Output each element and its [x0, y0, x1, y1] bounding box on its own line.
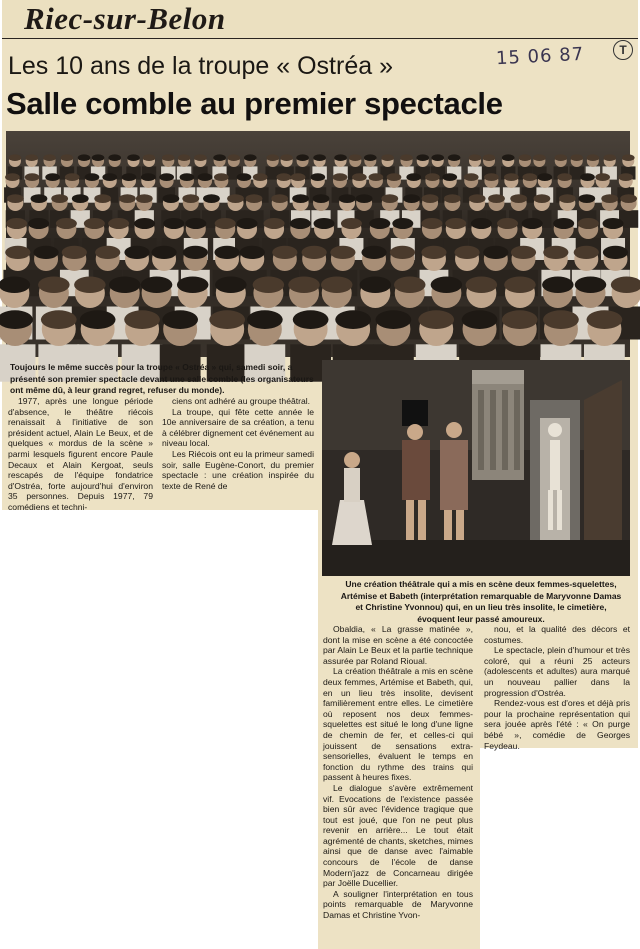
crowd-hair: [266, 154, 279, 161]
crowd-hair: [578, 218, 599, 229]
crowd-hair: [94, 194, 111, 203]
crowd-hair: [422, 194, 439, 203]
paragraph: Le spectacle, plein d'humour et très coloré, qui a réuni 25 acteurs (adolescents et adultes) aura marqué un nouveau pallier dans la progression d'Ostréa.: [484, 645, 630, 698]
crowd-hair: [85, 173, 100, 181]
crowd-hair: [313, 194, 330, 203]
crowd-hair: [293, 310, 329, 329]
crowd-hair: [31, 194, 48, 203]
crowd-hair: [400, 154, 413, 161]
crowd-hair: [163, 218, 184, 229]
crowd-hair: [339, 194, 356, 203]
crowd-hair: [394, 277, 426, 294]
crowd-hair: [108, 154, 121, 161]
crowd-hair: [519, 154, 532, 161]
crowd-hair: [109, 277, 141, 294]
crowd-hair: [162, 194, 179, 203]
crowd-hair: [314, 218, 335, 229]
crowd-hair: [356, 194, 373, 203]
crowd-hair: [25, 154, 38, 161]
crowd-hair: [183, 246, 208, 259]
crowd-hair: [209, 310, 245, 329]
stage-photo-image: [322, 360, 630, 576]
crowd-hair: [580, 173, 595, 181]
crowd-hair: [601, 194, 618, 203]
town-name: Riec-sur-Belon: [24, 1, 226, 36]
crowd-hair: [484, 173, 499, 181]
crowd-hair: [603, 246, 628, 259]
crowd-hair: [214, 246, 239, 259]
crowd-hair: [143, 154, 156, 161]
paragraph: Le dialogue s'avère extrêmement vif. Evocations de l'existence passée bien sûr avec l'évidence tragique que tout est joué, que l'on ne peut plus revenir en arrière... Le tout était agrémenté de chants, sketches, mimes ainsi que de danse avec l'aimable concours de l'école de danse Modern'jazz de Concarneau dirigée par Joëlle Ducellier.: [323, 782, 473, 889]
crowd-hair: [264, 218, 285, 229]
crowd-hair: [227, 194, 244, 203]
crowd-hair: [431, 277, 463, 294]
crowd-hair: [271, 194, 288, 203]
text-column-4: [484, 624, 630, 751]
crowd-hair: [122, 173, 137, 181]
crowd-hair: [141, 277, 173, 294]
crowd-hair: [578, 194, 595, 203]
crowd-hair: [124, 246, 149, 259]
crowd-hair: [28, 218, 49, 229]
crowd-hair: [124, 310, 160, 329]
crowd-hair: [43, 154, 56, 161]
crowd-hair: [74, 277, 106, 294]
crowd-hair: [272, 246, 297, 259]
crowd-hair: [177, 277, 209, 294]
text-column-3: [323, 624, 473, 949]
crowd-hair: [310, 173, 325, 181]
crowd-hair: [280, 154, 293, 161]
crowd-hair: [228, 154, 241, 161]
crowd-hair: [61, 154, 74, 161]
crowd-hair: [431, 154, 444, 161]
crowd-hair: [448, 154, 461, 161]
crowd-hair: [464, 173, 479, 181]
paragraph: La troupe, qui fête cette année le 10e anniversaire de sa création, a tenu à célébrer dignement cet événement au niveau local.: [162, 406, 314, 449]
crowd-hair: [543, 246, 568, 259]
crowd-hair: [352, 173, 367, 181]
crowd-hair: [502, 154, 515, 161]
crowd-hair: [418, 310, 454, 329]
paragraph: ciens ont adhéré au groupe théâtral.: [172, 396, 311, 406]
crowd-hair: [291, 173, 306, 181]
crowd-hair: [533, 194, 550, 203]
crowd-hair: [134, 218, 155, 229]
crowd-hair: [51, 194, 68, 203]
crowd-hair: [454, 246, 479, 259]
crowd-hair: [442, 173, 457, 181]
crowd-hair: [0, 277, 30, 294]
crowd-hair: [33, 246, 58, 259]
audience-photo-image: [6, 131, 630, 357]
crowd-hair: [510, 194, 527, 203]
crowd-hair: [444, 194, 461, 203]
crowd-hair: [141, 173, 156, 181]
crowd-hair: [559, 194, 576, 203]
text-column-2: [162, 396, 314, 508]
crowd-hair: [247, 310, 283, 329]
crowd-hair: [575, 277, 607, 294]
crowd-hair: [469, 154, 482, 161]
audience-photo: [6, 131, 630, 357]
photo1-caption: Toujours le même succès pour la troupe « Ostréa » qui, samedi soir, a présenté son premier spectacle devant une salle comble (les organisateurs ont même dû, à leur grand regret, refuser du monde).: [10, 362, 314, 395]
crowd-hair: [361, 246, 386, 259]
crowd-hair: [215, 218, 236, 229]
crowd-hair: [38, 277, 69, 294]
crowd-hair: [392, 218, 413, 229]
paragraph: La création théâtrale a mis en scène deux femmes, Artémise et Babeth, qui, en un lieu très insolite, devisent familièrement entre elles. Le cimetière où reposent nos deux femmes-squelettes est situé le long d'une ligne de chemin de fer, et celles-ci qui jouissent de sensations extra-sensorielles, évaluent le temps en fonction du rythme des trains qui passent à heures fixes.: [323, 666, 473, 783]
crowd-hair: [335, 310, 371, 329]
crowd-hair: [244, 154, 257, 161]
crowd-hair: [504, 277, 536, 294]
crowd-hair: [213, 154, 226, 161]
crowd-hair: [618, 173, 633, 181]
crowd-hair: [603, 218, 624, 229]
text-column-1: [8, 396, 153, 512]
crowd-hair: [360, 277, 392, 294]
crowd-hair: [292, 194, 309, 203]
crowd-hair: [102, 173, 117, 181]
crowd-hair: [237, 218, 258, 229]
crowd-hair: [159, 173, 174, 181]
crowd-hair: [178, 154, 191, 161]
crowd-hair: [497, 218, 518, 229]
crowd-hair: [574, 246, 599, 259]
crowd-hair: [80, 310, 116, 329]
crowd-hair: [108, 218, 129, 229]
paragraph: A souligner l'interprétation en tous points remarquable de Maryvonne Damas et Christine Yvon-: [323, 888, 473, 921]
crowd-hair: [276, 173, 291, 181]
crowd-hair: [522, 218, 543, 229]
crowd-hair: [302, 246, 327, 259]
crowd-hair: [349, 154, 362, 161]
stamp-icon: T: [613, 40, 633, 60]
crowd-hair: [162, 154, 175, 161]
crowd-hair: [185, 218, 206, 229]
crowd-hair: [240, 246, 265, 259]
crowd-hair: [557, 173, 572, 181]
crowd-hair: [9, 154, 22, 161]
crowd-hair: [622, 154, 635, 161]
crowd-hair: [369, 173, 384, 181]
crowd-hair: [522, 173, 537, 181]
crowd-hair: [127, 154, 140, 161]
crowd-hair: [72, 194, 89, 203]
crowd-hair: [95, 246, 120, 259]
crowd-hair: [180, 173, 195, 181]
crowd-hair: [5, 173, 20, 181]
crowd-hair: [334, 154, 347, 161]
crowd-hair: [421, 218, 442, 229]
crowd-hair: [7, 194, 24, 203]
paragraph: 1977, après une longue période d'absence, le théâtre riécois renaissait à l'initiative de son président actuel, Alain Le Beux, et de quelques « mordus de la scène » parmi lesquels figurent encore Paule Decaux et Alain Kergoat, seuls rescapés de l'équipe fondatrice d'Ostréa, forte aujourd'hui d'environ 35 personnes. Depuis 1977, 79 comédiens et techni-: [8, 396, 153, 512]
crowd-hair: [381, 154, 394, 161]
crowd-hair: [182, 194, 199, 203]
crowd-hair: [445, 218, 466, 229]
paragraph: Les Riécois ont eu la primeur samedi soir, salle Eugène-Conort, du premier spectacle : une création inspirée du texte de René de: [162, 448, 314, 491]
crowd-hair: [502, 310, 538, 329]
crowd-hair: [194, 154, 207, 161]
crowd-hair: [119, 194, 136, 203]
crowd-hair: [570, 154, 583, 161]
crowd-hair: [595, 173, 610, 181]
paragraph: Obaldia, « La grasse matinée », dont la mise en scène a été concoctée par Alain Le Beux et la partie technique assurée par Roland Rioual.: [323, 624, 473, 666]
crowd-hair: [62, 246, 87, 259]
crowd-hair: [537, 173, 552, 181]
crowd-hair: [488, 194, 505, 203]
crowd-hair: [466, 277, 498, 294]
crowd-hair: [416, 154, 429, 161]
crowd-hair: [78, 154, 91, 161]
crowd-hair: [296, 154, 309, 161]
crowd-hair: [587, 310, 623, 329]
crowd-hair: [151, 246, 176, 259]
crowd-hair: [425, 173, 440, 181]
crowd-hair: [403, 194, 420, 203]
crowd-hair: [483, 246, 508, 259]
crowd-hair: [288, 277, 320, 294]
handwritten-date: 15 06 87: [495, 43, 585, 70]
crowd-hair: [41, 310, 77, 329]
crowd-hair: [381, 194, 398, 203]
crowd-hair: [92, 154, 105, 161]
crowd-hair: [542, 277, 574, 294]
crowd-hair: [620, 194, 637, 203]
crowd-hair: [330, 246, 355, 259]
crowd-hair: [237, 173, 252, 181]
crowd-hair: [162, 310, 198, 329]
crowd-hair: [471, 218, 492, 229]
crowd-hair: [553, 218, 574, 229]
crowd-hair: [253, 277, 285, 294]
crowd-hair: [369, 218, 390, 229]
crowd-hair: [543, 310, 579, 329]
crowd-hair: [533, 154, 546, 161]
crowd-hair: [290, 218, 311, 229]
crowd-hair: [483, 154, 496, 161]
crowd-hair: [65, 173, 80, 181]
crowd-hair: [504, 173, 519, 181]
article-headline: Salle comble au premier spectacle: [6, 86, 503, 121]
crowd-hair: [84, 218, 105, 229]
crowd-hair: [214, 173, 229, 181]
crowd-hair: [341, 218, 362, 229]
crowd-hair: [364, 154, 377, 161]
crowd-hair: [5, 246, 30, 259]
crowd-hair: [390, 246, 415, 259]
crowd-hair: [136, 194, 153, 203]
paragraph: Rendez-vous est d'ores et déjà pris pour la prochaine représentation qui sera jouée après l'été : « On purge bébé », comédie de Georges Feydeau.: [484, 698, 630, 751]
crowd-hair: [387, 173, 402, 181]
crowd-hair: [246, 194, 263, 203]
section-banner: [2, 0, 638, 39]
crowd-hair: [333, 173, 348, 181]
crowd-hair: [376, 310, 412, 329]
crowd-hair: [25, 173, 40, 181]
crowd-hair: [321, 277, 353, 294]
crowd-hair: [587, 154, 600, 161]
crowd-hair: [462, 310, 498, 329]
crowd-hair: [198, 173, 213, 181]
crowd-hair: [554, 154, 567, 161]
crowd-hair: [253, 173, 268, 181]
crowd-hair: [215, 277, 247, 294]
crowd-hair: [45, 173, 60, 181]
stage-photo: [322, 360, 630, 576]
crowd-hair: [203, 194, 220, 203]
crowd-hair: [6, 218, 27, 229]
crowd-hair: [313, 154, 326, 161]
crowd-hair: [406, 173, 421, 181]
article-subtitle: Les 10 ans de la troupe « Ostréa »: [8, 52, 393, 80]
crowd-hair: [56, 218, 77, 229]
crowd-hair: [421, 246, 446, 259]
crowd-hair: [511, 246, 536, 259]
crowd-hair: [469, 194, 486, 203]
crowd-hair: [603, 154, 616, 161]
photo2-caption: Une création théâtrale qui a mis en scène deux femmes-squelettes, Artémise et Babeth (interprétation remarquable de Maryvonne Damas et Christine Yvonnou) qui, en un lieu très insolite, le cimetière, évoquent leur passé amoureux.: [340, 579, 622, 624]
paragraph: nou, et la qualité des décors et costumes.: [484, 624, 630, 645]
